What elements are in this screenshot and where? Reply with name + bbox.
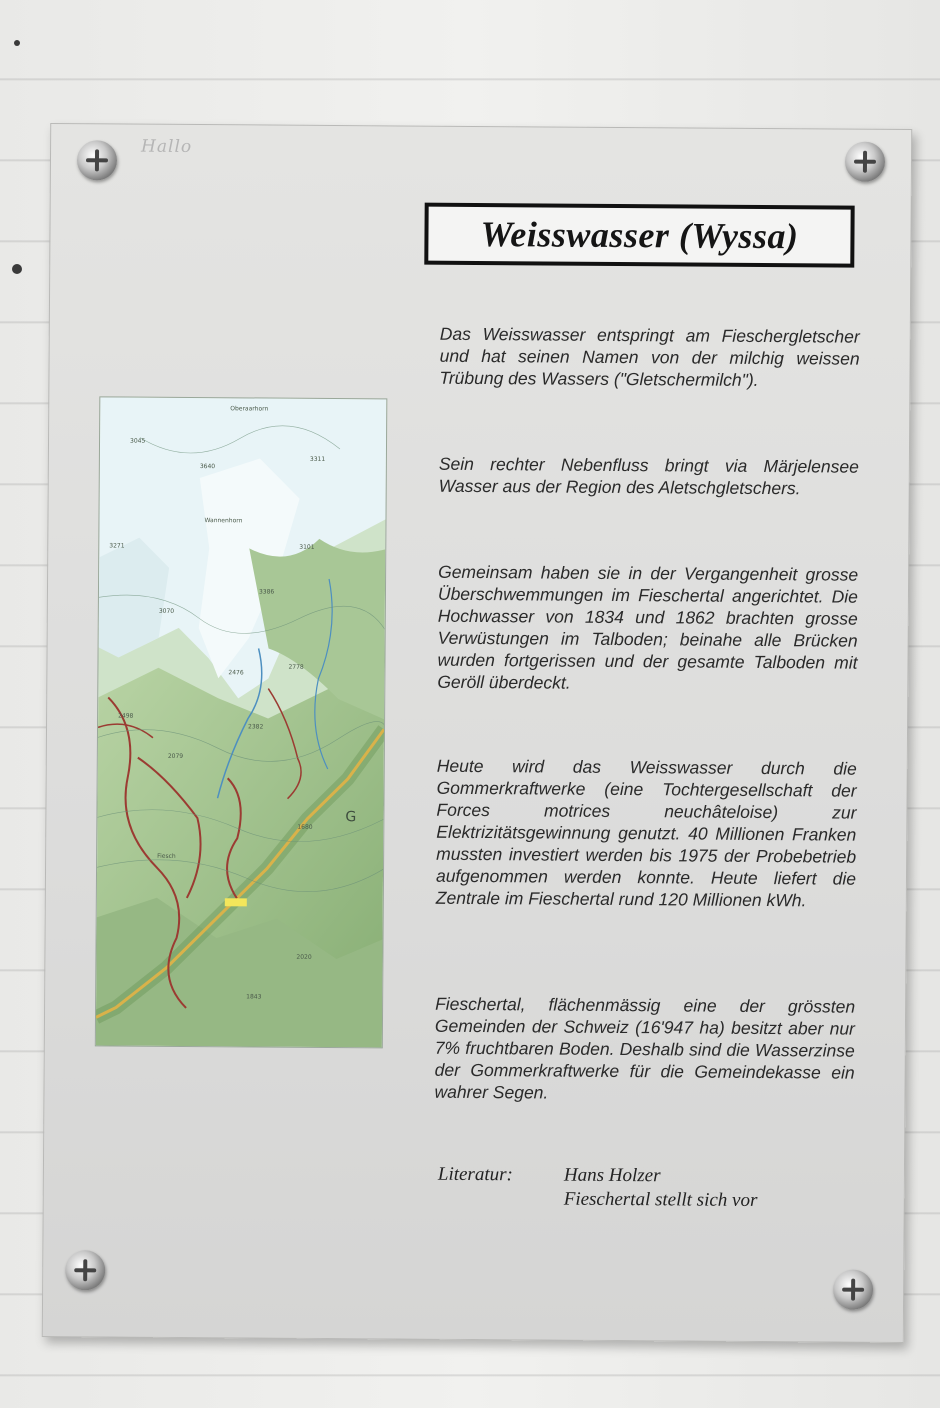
screw-icon: [65, 1250, 105, 1290]
paragraph-1: Das Weisswasser entspringt am Fieschergletscher und hat seinen Namen von der milchig weissen Trübung des Wassers ("Gletschermilch").: [439, 323, 860, 390]
svg-text:3045: 3045: [130, 437, 146, 445]
literature-reference: [437, 1163, 858, 1211]
paragraph-2: Sein rechter Nebenfluss bringt via Märjelensee Wasser aus der Region des Aletschgletschers.: [438, 453, 859, 499]
svg-text:2476: 2476: [228, 669, 244, 677]
literature-book-title: Fieschertal stellt sich vor: [563, 1188, 758, 1211]
svg-text:G: G: [345, 809, 357, 826]
svg-text:Oberaarhorn: Oberaarhorn: [230, 405, 269, 413]
information-plaque: [42, 123, 912, 1343]
title-box: [424, 203, 854, 268]
literature-label: Literatur:: [437, 1163, 513, 1186]
svg-text:Fiesch: Fiesch: [157, 852, 176, 860]
svg-text:3386: 3386: [258, 588, 275, 596]
plaque-title: Weisswasser (Wyssa): [480, 214, 799, 257]
screw-icon: [833, 1270, 873, 1310]
handwriting-scribble: Hallo: [141, 136, 193, 157]
screw-icon: [845, 142, 885, 182]
svg-text:1843: 1843: [246, 993, 262, 1001]
svg-text:3640: 3640: [199, 463, 216, 471]
wall-nail-hole: [12, 264, 22, 274]
paragraph-3: Gemeinsam haben sie in der Vergangenheit grosse Überschwemmungen im Fieschertal angerichtet. Die Hochwasser von 1834 und 1862 brachten grosse Verwüstungen im Talboden; beinahe alle Brücken wurden fortgerissen und der gesamte Talboden mit Geröll überdeckt.: [437, 561, 859, 693]
svg-text:2382: 2382: [248, 723, 264, 731]
svg-text:3101: 3101: [299, 543, 315, 551]
svg-text:2778: 2778: [288, 663, 304, 671]
topographic-map: [95, 396, 388, 1048]
paragraph-5: Fieschertal, flächenmässig eine der grössten Gemeinden der Schweiz (16'947 ha) besitzt aber nur 7% fruchtbaren Boden. Deshalb sind die Wasserzinse der Gommerkraftwerke für die Gemeindekasse ein wahrer Segen.: [434, 993, 856, 1103]
svg-text:3311: 3311: [309, 455, 326, 463]
svg-text:3271: 3271: [109, 542, 125, 550]
literature-author: Hans Holzer: [563, 1164, 661, 1187]
screw-icon: [77, 140, 117, 180]
svg-text:2079: 2079: [167, 752, 184, 760]
svg-text:3070: 3070: [158, 607, 175, 615]
svg-text:2020: 2020: [296, 953, 312, 961]
paragraph-4: Heute wird das Weisswasser durch die Gommerkraftwerke (eine Tochtergesellschaft der Forces motrices neuchâteloise) zur Elektrizitätsgewinnung genutzt. 40 Millionen Franken mussten investiert werden bis 1975 der Probebetrieb aufgenommen werden konnte. Heute liefert die Zentrale im Fieschertal rund 120 Millionen kWh.: [435, 755, 857, 911]
wall-nail-hole: [14, 40, 20, 46]
svg-text:1680: 1680: [297, 823, 313, 831]
svg-text:2498: 2498: [118, 712, 134, 720]
svg-text:Wannenhorn: Wannenhorn: [204, 517, 243, 525]
